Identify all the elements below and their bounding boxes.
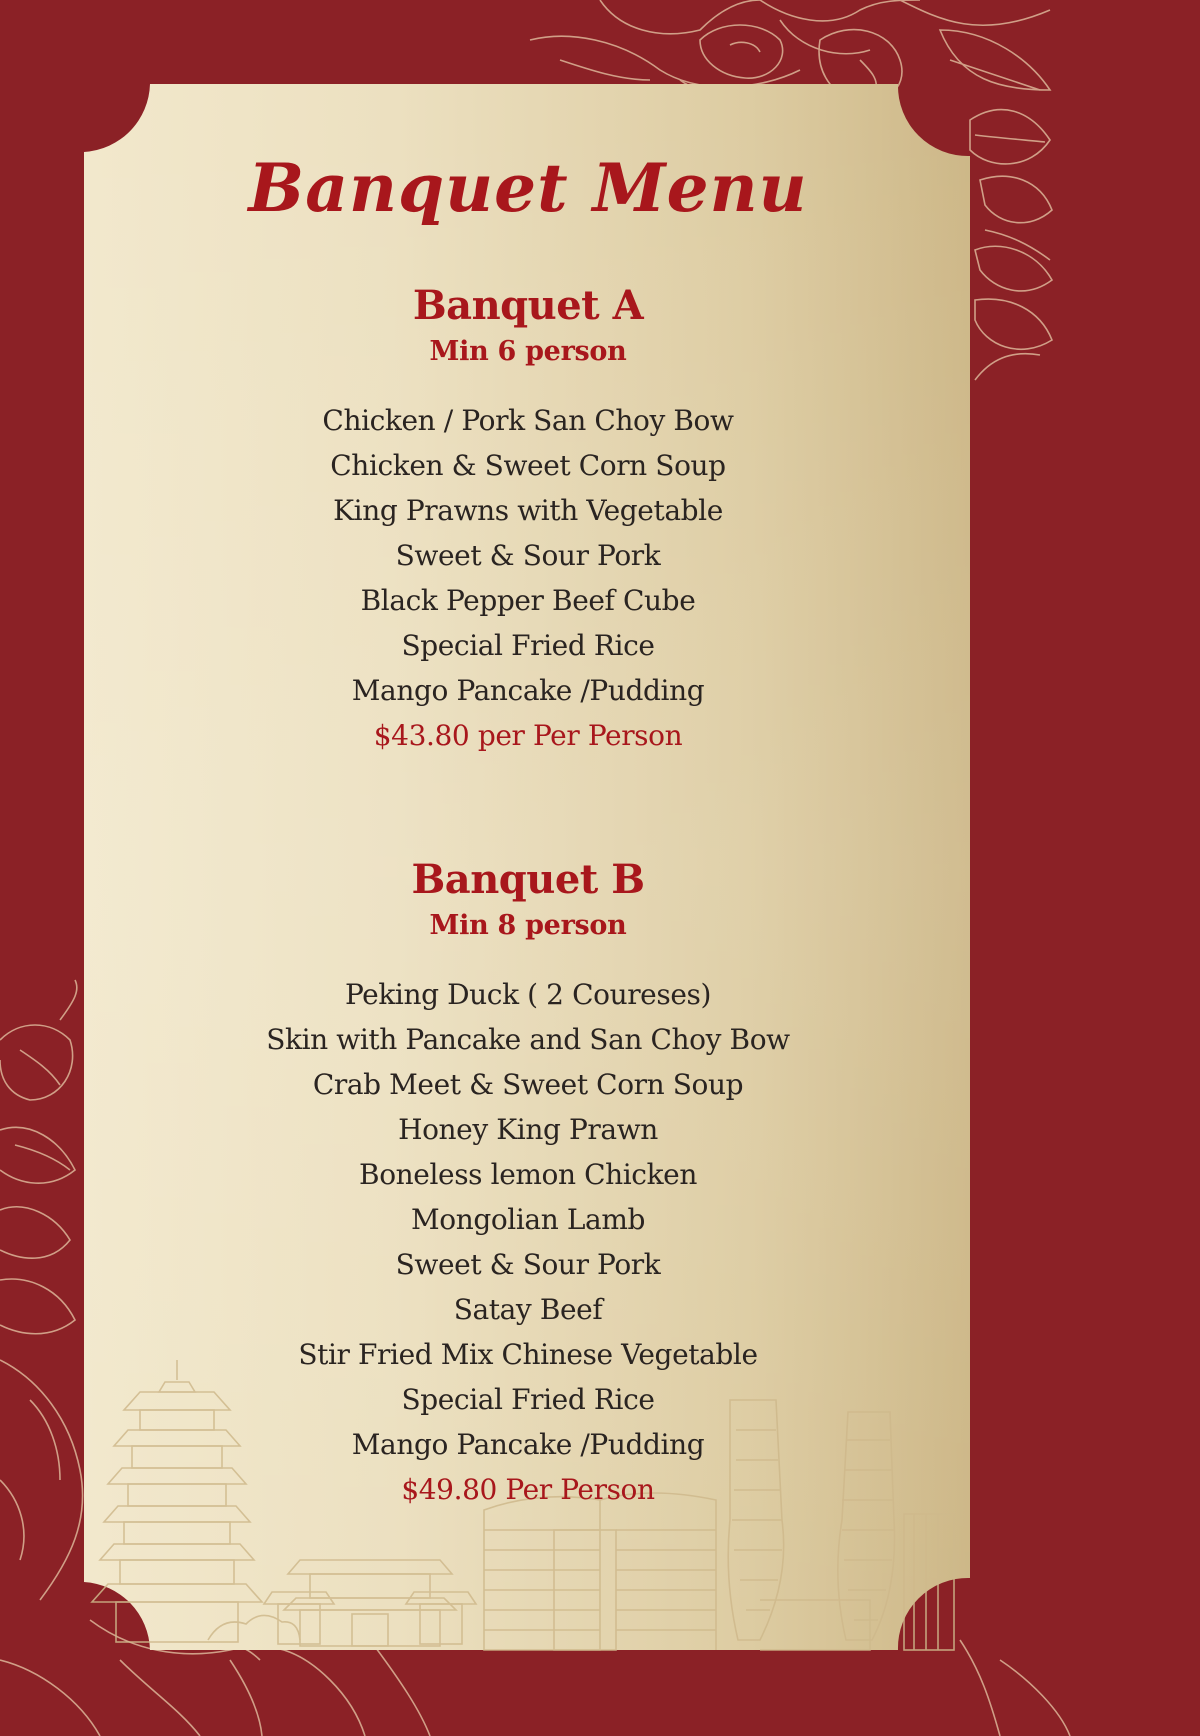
menu-item: Crab Meet & Sweet Corn Soup xyxy=(312,1068,744,1101)
menu-item: Boneless lemon Chicken xyxy=(359,1158,697,1191)
menu-item: Black Pepper Beef Cube xyxy=(360,584,696,617)
banquet-b-items xyxy=(84,972,972,1467)
menu-item: Mongolian Lamb xyxy=(410,1203,646,1236)
banquet-a-price: $43.80 per Per Person xyxy=(373,719,683,752)
menu-item: Mango Pancake /Pudding xyxy=(351,1428,705,1461)
banquet-a-items xyxy=(84,398,972,713)
menu-item: Sweet & Sour Pork xyxy=(395,539,661,572)
menu-item: Sweet & Sour Pork xyxy=(395,1248,661,1281)
banquet-b-minimum: Min 8 person xyxy=(429,910,627,941)
menu-item: Peking Duck ( 2 Coureses) xyxy=(344,978,711,1011)
banquet-a-minimum: Min 6 person xyxy=(429,336,627,367)
menu-item: Honey King Prawn xyxy=(398,1113,658,1146)
menu-item: Mango Pancake /Pudding xyxy=(351,674,705,707)
banquet-b-title: Banquet B xyxy=(411,856,645,903)
banquet-a-section xyxy=(84,280,972,758)
menu-item: Skin with Pancake and San Choy Bow xyxy=(266,1023,790,1056)
menu-title: Banquet Menu xyxy=(248,149,808,227)
menu-item: Special Fried Rice xyxy=(401,629,655,662)
banquet-b-section xyxy=(84,854,972,1512)
menu-item: Stir Fried Mix Chinese Vegetable xyxy=(298,1338,758,1371)
menu-item: Special Fried Rice xyxy=(401,1383,655,1416)
menu-item: Chicken / Pork San Choy Bow xyxy=(322,404,734,437)
menu-item: Satay Beef xyxy=(453,1293,603,1326)
banquet-b-price: $49.80 Per Person xyxy=(401,1473,655,1506)
menu-item: Chicken & Sweet Corn Soup xyxy=(330,449,726,482)
banquet-a-title: Banquet A xyxy=(412,282,644,329)
menu-item: King Prawns with Vegetable xyxy=(333,494,723,527)
